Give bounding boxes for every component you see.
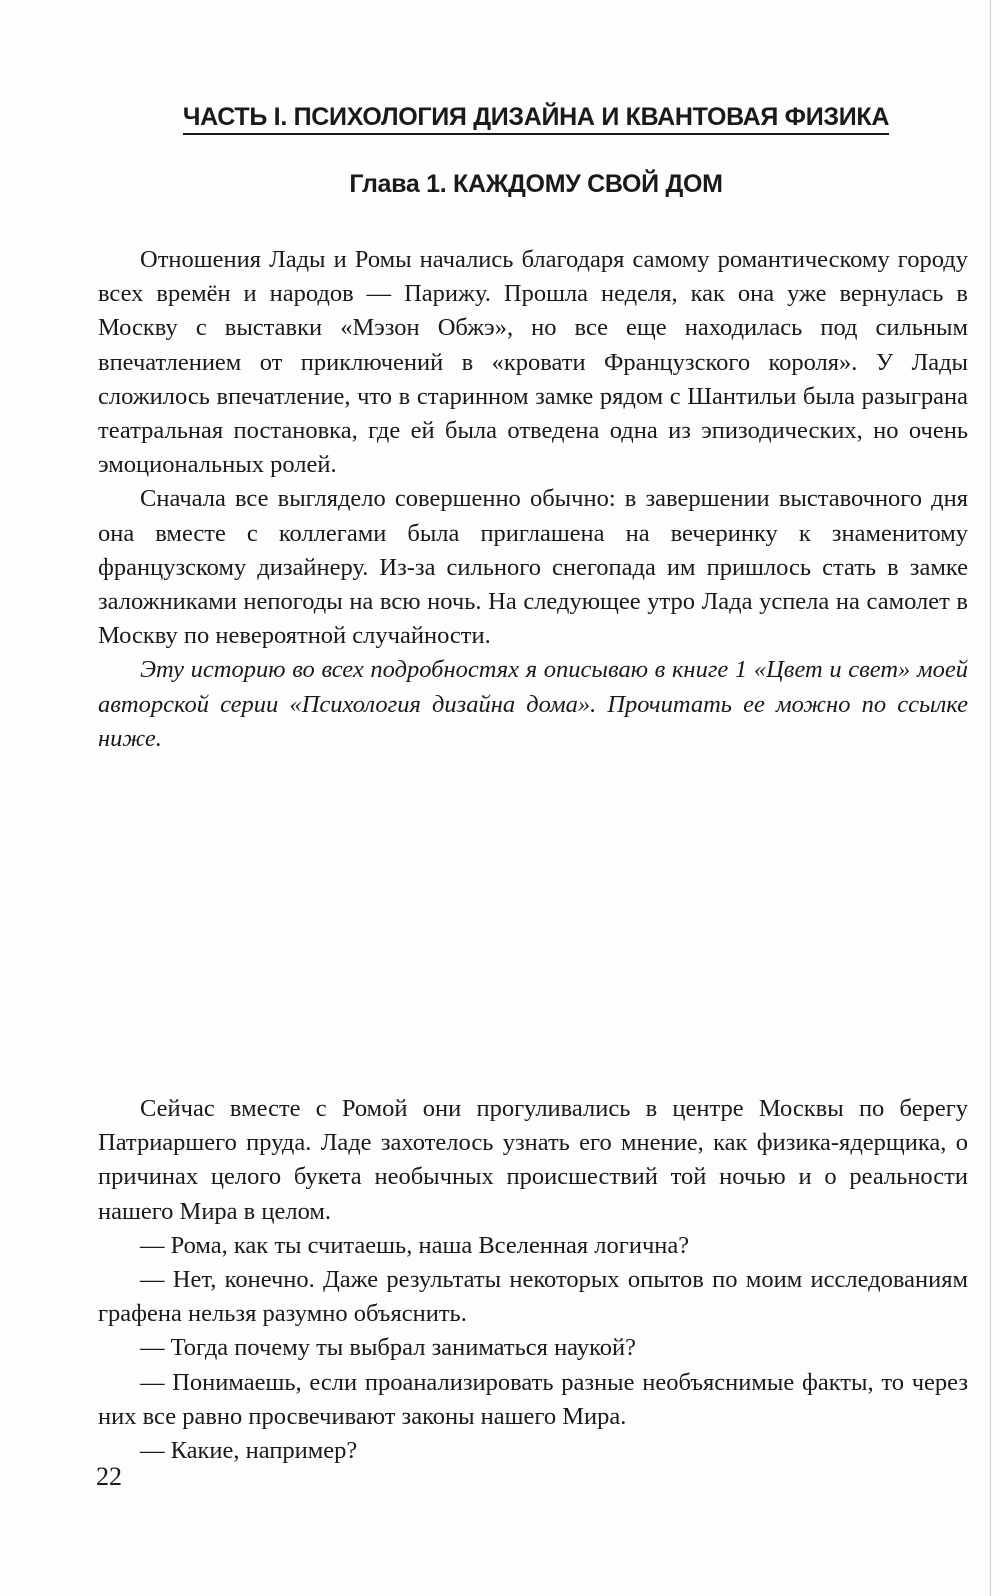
dialogue-line: — Рома, как ты считаешь, наша Вселенная логична? (140, 1231, 690, 1259)
dialogue-line: — Нет, конечно. Даже результаты некоторых опытов по моим исследованиям графена нельзя разумно объяснить. (98, 1266, 968, 1328)
page-number: 22 (96, 1462, 122, 1491)
paragraph: Сейчас вместе с Ромой они прогуливались в центре Москвы по берегу Патриаршего пруда. Ладе захотелось узнать его мнение, как физика-ядерщика, о причинах целого букета необычных происшествий той ночью и о реальности нашего Мира в целом. (98, 1095, 968, 1225)
part-title (0, 103, 1000, 132)
part-title-text: ЧАСТЬ I. ПСИХОЛОГИЯ ДИЗАЙНА И КВАНТОВАЯ ФИЗИКА (183, 103, 889, 135)
chapter-title-text: Глава 1. КАЖДОМУ СВОЙ ДОМ (349, 170, 723, 198)
text-block-bottom (98, 1092, 968, 1468)
paragraph: Отношения Лады и Ромы начались благодаря самому романтическому городу всех времён и народов — Парижу. Прошла неделя, как она уже вернулась в Москву с выставки «Мэзон Обжэ», но все еще находилась под сильным впечатлением от приключений в «кровати Французского короля». У Лады сложилось впечатление, что в старинном замке рядом с Шантильи была разыграна театральная постановка, где ей была отведена одна из эпизодических, но очень эмоциональных ролей. (98, 246, 968, 479)
chapter-title (0, 170, 1000, 199)
italic-note-paragraph: Эту историю во всех подробностях я описываю в книге 1 «Цвет и свет» моей авторской серии «Психология дизайна дома». Прочитать ее можно по ссылке ниже. (98, 656, 968, 752)
page-edge-divider (990, 0, 991, 1596)
paragraph: Сначала все выглядело совершенно обычно: в завершении выставочного дня она вместе с коллегами была приглашена на вечеринку к знаменитому французскому дизайнеру. Из-за сильного снегопада им пришлось стать в замке заложниками непогоды на всю ночь. На следующее утро Лада успела на самолет в Москву по невероятной случайности. (98, 485, 968, 650)
dialogue-line: — Какие, например? (140, 1437, 358, 1465)
dialogue-line: — Тогда почему ты выбрал заниматься наукой? (140, 1334, 636, 1362)
text-block-top (98, 243, 968, 756)
dialogue-line: — Понимаешь, если проанализировать разные необъяснимые факты, то через них все равно просвечивают законы нашего Мира. (98, 1368, 968, 1430)
